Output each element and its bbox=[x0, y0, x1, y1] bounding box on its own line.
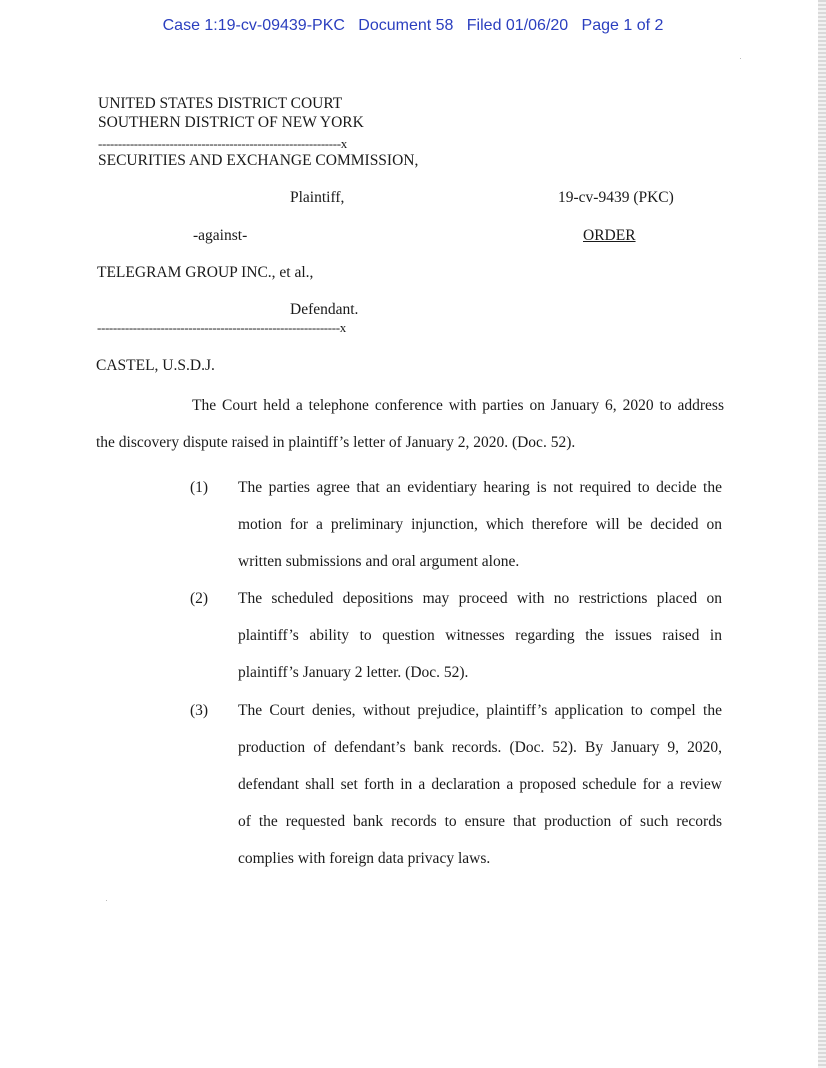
item-1-line-2: motion for a preliminary injunction, which therefore will be decided on bbox=[238, 516, 722, 533]
court-name-line1: UNITED STATES DISTRICT COURT bbox=[98, 95, 343, 112]
header-case-number: Case 1:19-cv-09439-PKC bbox=[162, 17, 345, 34]
item-3-line-3: defendant shall set forth in a declaration a proposed schedule for a review bbox=[238, 776, 722, 793]
item-1-line-1: The parties agree that an evidentiary hearing is not required to decide the bbox=[238, 479, 722, 496]
ecf-header bbox=[0, 17, 826, 35]
item-2-line-2: plaintiff’s ability to question witnesses regarding the issues raised in bbox=[238, 627, 722, 644]
plaintiff-name: SECURITIES AND EXCHANGE COMMISSION, bbox=[98, 152, 419, 169]
item-2-line-3: plaintiff’s January 2 letter. (Doc. 52). bbox=[238, 664, 469, 681]
defendant-name: TELEGRAM GROUP INC., et al., bbox=[97, 264, 314, 281]
item-3-line-5: complies with foreign data privacy laws. bbox=[238, 850, 491, 867]
intro-line-1: The Court held a telephone conference with parties on January 6, 2020 to address bbox=[192, 397, 724, 414]
item-2-line-1: The scheduled depositions may proceed with no restrictions placed on bbox=[238, 590, 722, 607]
item-2-number: (2) bbox=[190, 590, 209, 607]
item-1-text bbox=[238, 469, 722, 580]
item-3-line-4: of the requested bank records to ensure that production of such records bbox=[238, 813, 722, 830]
caption-divider-bottom: -------------------------------------------------------------x bbox=[97, 320, 346, 335]
plaintiff-label: Plaintiff, bbox=[290, 189, 345, 206]
judge-name: CASTEL, U.S.D.J. bbox=[96, 357, 215, 374]
item-1-number: (1) bbox=[190, 479, 209, 496]
header-document-number: Document 58 bbox=[358, 17, 454, 34]
header-page-count: Page 1 of 2 bbox=[581, 17, 664, 34]
item-1-line-3: written submissions and oral argument alone. bbox=[238, 553, 520, 570]
item-3-line-2: production of defendant’s bank records. (Doc. 52). By January 9, 2020, bbox=[238, 739, 722, 756]
item-3-number: (3) bbox=[190, 702, 209, 719]
case-number: 19-cv-9439 (PKC) bbox=[558, 189, 674, 206]
intro-line-2: the discovery dispute raised in plaintiff’s letter of January 2, 2020. (Doc. 52). bbox=[96, 434, 576, 451]
item-3-line-1: The Court denies, without prejudice, plaintiff’s application to compel the bbox=[238, 702, 722, 719]
caption-divider-top: -------------------------------------------------------------x bbox=[98, 136, 347, 151]
against-label: -against- bbox=[193, 227, 248, 244]
defendant-label: Defendant. bbox=[290, 301, 359, 318]
intro-paragraph bbox=[96, 387, 724, 461]
item-3-text bbox=[238, 692, 722, 877]
scan-speck bbox=[740, 58, 741, 59]
header-filed-date: Filed 01/06/20 bbox=[466, 17, 569, 34]
court-name-line2: SOUTHERN DISTRICT OF NEW YORK bbox=[98, 114, 364, 131]
scan-edge-artifact bbox=[818, 0, 826, 1068]
order-title: ORDER bbox=[583, 227, 636, 244]
scan-speck bbox=[106, 900, 107, 901]
item-2-text bbox=[238, 580, 722, 691]
